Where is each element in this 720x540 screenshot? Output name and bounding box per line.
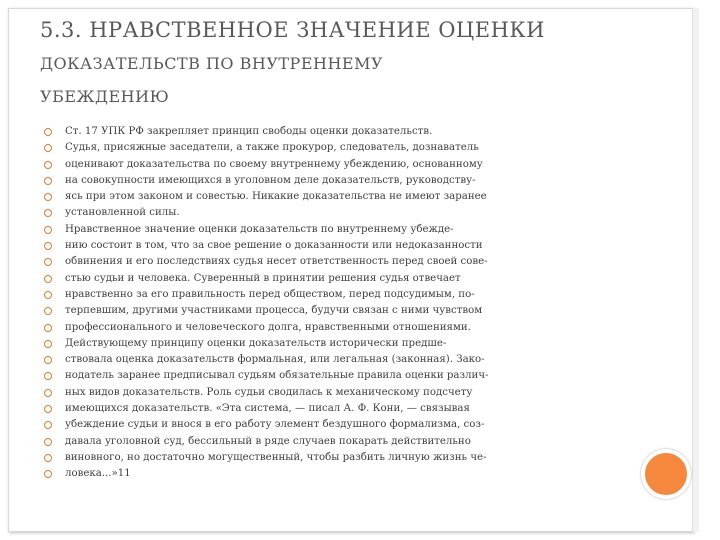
bullet-item bbox=[44, 352, 489, 368]
bullet-item bbox=[44, 254, 489, 270]
circle-bullet-icon bbox=[44, 177, 52, 185]
bullet-item bbox=[44, 157, 489, 173]
circle-bullet-icon bbox=[44, 454, 52, 462]
bullet-item bbox=[44, 401, 489, 417]
bullet-item bbox=[44, 336, 489, 352]
circle-bullet-icon bbox=[44, 128, 52, 136]
circle-bullet-icon bbox=[44, 144, 52, 152]
bullet-text: стью судьи и человека. Суверенный в принятии решения судья отвечает bbox=[65, 272, 461, 284]
circle-bullet-icon bbox=[44, 372, 52, 380]
bullet-text: ных видов доказательств. Роль судьи сводилась к механическому подсчету bbox=[65, 386, 473, 398]
bullet-text: Ст. 17 УПК РФ закрепляет принцип свободы оценки доказательств. bbox=[65, 126, 433, 137]
bullet-item bbox=[44, 385, 489, 401]
bullet-text: нодатель заранее предписывал судьям обязательные правила оценки различ- bbox=[65, 370, 489, 382]
bullet-item bbox=[44, 271, 489, 287]
bullet-text: нравственно за его правильность перед обществом, перед подсудимым, по- bbox=[65, 288, 475, 300]
bullet-item bbox=[44, 222, 489, 238]
bullet-text: на совокупности имеющихся в уголовном деле доказательств, руководству- bbox=[65, 174, 476, 186]
bullet-item bbox=[44, 450, 489, 466]
circle-bullet-icon bbox=[44, 242, 52, 250]
circle-bullet-icon bbox=[44, 193, 52, 201]
bullet-item bbox=[44, 205, 489, 221]
bullet-item bbox=[44, 417, 489, 433]
slide-edge-strip bbox=[692, 8, 699, 532]
bullet-item bbox=[44, 287, 489, 303]
bullet-text: давала уголовной суд, бессильный в ряде случаев покарать действительно bbox=[65, 435, 471, 447]
title-line: УБЕЖДЕНИЮ bbox=[40, 87, 170, 106]
circle-bullet-icon bbox=[44, 470, 52, 478]
circle-bullet-icon bbox=[44, 405, 52, 413]
bullet-text: профессионального и человеческого долга, нравственными отношениями. bbox=[65, 321, 471, 333]
circle-bullet-icon bbox=[44, 275, 52, 283]
orange-circle-decoration bbox=[641, 449, 691, 499]
bullet-item bbox=[44, 303, 489, 319]
bullet-text: ловека...»11 bbox=[65, 468, 131, 480]
title-line: ДОКАЗАТЕЛЬСТВ ПО ВНУТРЕННЕМУ bbox=[40, 54, 384, 73]
circle-bullet-icon bbox=[44, 291, 52, 299]
bullet-text: терпевшим, другими участниками процесса, будучи связан с ними чувством bbox=[65, 305, 483, 317]
bullet-text: нию состоит в том, что за свое решение о доказанности или недоказанности bbox=[65, 240, 483, 252]
bullet-text: убеждение судьи и внося в его работу элемент бездушного формализма, соз- bbox=[65, 419, 485, 431]
circle-bullet-icon bbox=[44, 307, 52, 315]
bullet-item bbox=[44, 320, 489, 336]
bullet-item bbox=[44, 124, 489, 140]
bullet-text: виновного, но достаточно могущественный, чтобы разбить личную жизнь че- bbox=[65, 451, 487, 463]
bullet-text: обвинения и его последствиях судья несет ответственность перед своей сове- bbox=[65, 256, 488, 268]
bullet-text: установленной силы. bbox=[65, 207, 180, 219]
circle-bullet-icon bbox=[44, 340, 52, 348]
circle-bullet-icon bbox=[44, 324, 52, 332]
bullet-item bbox=[44, 434, 489, 450]
bullet-list bbox=[44, 124, 489, 483]
bullet-text: имеющихся доказательств. «Эта система, — писал А. Ф. Кони, — связывая bbox=[65, 403, 470, 415]
bullet-text: ствовала оценка доказательств формальная, или легальная (законная). Зако- bbox=[65, 354, 485, 366]
bullet-text: Действующему принципу оценки доказательств исторически предше- bbox=[65, 337, 447, 349]
circle-bullet-icon bbox=[44, 161, 52, 169]
bullet-text: Судья, присяжные заседатели, а также прокурор, следователь, дознаватель bbox=[65, 142, 479, 154]
circle-bullet-icon bbox=[44, 209, 52, 217]
bullet-text: Нравственное значение оценки доказательств по внутреннему убежде- bbox=[65, 223, 454, 235]
circle-bullet-icon bbox=[44, 438, 52, 446]
circle-bullet-icon bbox=[44, 389, 52, 397]
title-line: 5.3. НРАВСТВЕННОЕ ЗНАЧЕНИЕ ОЦЕНКИ bbox=[40, 18, 545, 42]
bullet-item bbox=[44, 173, 489, 189]
bullet-text: оценивают доказательства по своему внутреннему убеждению, основанному bbox=[65, 158, 483, 170]
bullet-item bbox=[44, 189, 489, 205]
slide-title bbox=[40, 14, 650, 113]
circle-bullet-icon bbox=[44, 356, 52, 364]
circle-bullet-icon bbox=[44, 421, 52, 429]
bullet-item bbox=[44, 368, 489, 384]
circle-bullet-icon bbox=[44, 226, 52, 234]
circle-bullet-icon bbox=[44, 258, 52, 266]
bullet-item bbox=[44, 140, 489, 156]
bullet-item bbox=[44, 238, 489, 254]
bullet-text: ясь при этом законом и совестью. Никакие доказательства не имеют заранее bbox=[65, 191, 487, 203]
bullet-item bbox=[44, 466, 489, 482]
